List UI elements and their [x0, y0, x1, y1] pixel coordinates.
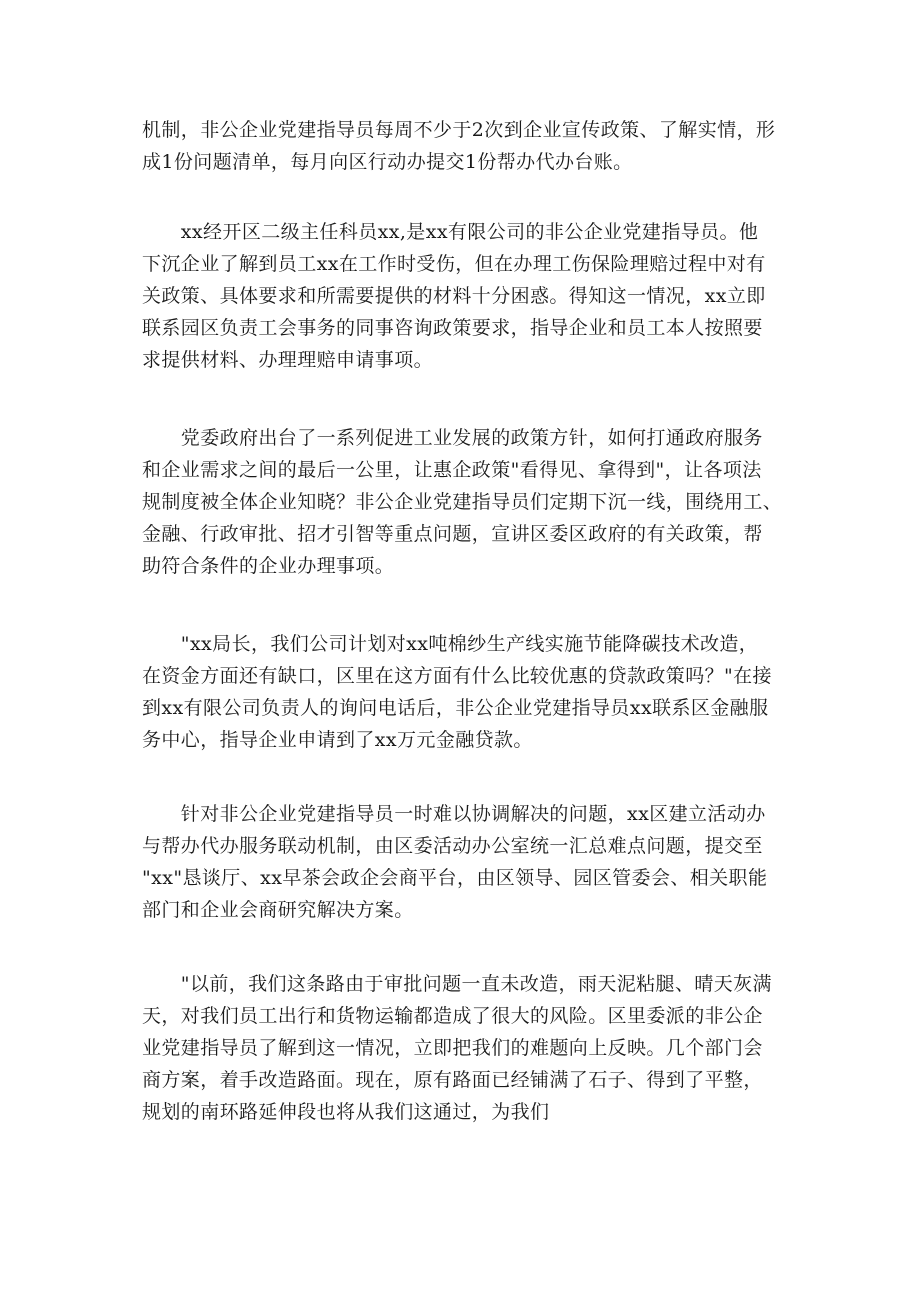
text-line: 和企业需求之间的最后一公里，让惠企政策"看得见、拿得到"，让各项法 [142, 459, 762, 481]
text-line: 关政策、具体要求和所需要提供的材料十分困惑。得知这一情况，xx立即 [142, 285, 766, 307]
paragraph-road-case [142, 968, 792, 1128]
paragraph-injury-case [142, 216, 792, 376]
paragraph-loan-case [142, 628, 792, 756]
text-line: 商方案，着手改造路面。现在，原有路面已经铺满了石子、得到了平整， [142, 1069, 763, 1091]
paragraph-linkage-mechanism [142, 798, 792, 926]
text-line: 助符合条件的企业办理事项。 [142, 555, 395, 577]
text-line: 求提供材料、办理理赔申请事项。 [142, 349, 434, 371]
text-line: 与帮办代办服务联动机制，由区委活动办公室统一汇总难点问题，提交至 [142, 835, 763, 857]
text-line: 针对非公企业党建指导员一时难以协调解决的问题，xx区建立活动办 [142, 803, 766, 825]
text-line: "以前，我们这条路由于审批问题一直未改造，雨天泥粘腿、晴天灰满 [142, 973, 772, 995]
text-line: 务中心，指导企业申请到了xx万元金融贷款。 [142, 729, 533, 751]
text-line: 到xx有限公司负责人的询问电话后，非公企业党建指导员xx联系区金融服 [142, 697, 769, 719]
text-line: xx经开区二级主任科员xx,是xx有限公司的非公企业党建指导员。他 [142, 221, 759, 243]
text-line: 规制度被全体企业知晓？非公企业党建指导员们定期下沉一线，围绕用工、 [142, 491, 783, 513]
text-line: "xx"恳谈厅、xx早茶会政企会商平台，由区领导、园区管委会、相关职能 [142, 867, 768, 889]
text-line: 部门和企业会商研究解决方案。 [142, 899, 414, 921]
text-line: 下沉企业了解到员工xx在工作时受伤，但在办理工伤保险理赔过程中对有 [142, 253, 766, 275]
text-line: "xx局长，我们公司计划对xx吨棉纱生产线实施节能降碳技术改造， [142, 633, 759, 655]
text-line: 天，对我们员工出行和货物运输都造成了很大的风险。区里委派的非公企 [142, 1005, 763, 1027]
text-line: 成1份问题清单，每月向区行动办提交1份帮办代办台账。 [142, 151, 633, 173]
text-line: 业党建指导员了解到这一情况，立即把我们的难题向上反映。几个部门会 [142, 1037, 763, 1059]
text-line: 规划的南环路延伸段也将从我们这通过，为我们 [142, 1101, 550, 1123]
paragraph-policy [142, 422, 792, 582]
text-line: 党委政府出台了一系列促进工业发展的政策方针，如何打通政府服务 [142, 427, 763, 449]
text-line: 在资金方面还有缺口，区里在这方面有什么比较优惠的贷款政策吗？"在接 [142, 665, 772, 687]
text-line: 金融、行政审批、招才引智等重点问题，宣讲区委区政府的有关政策，帮 [142, 523, 763, 545]
paragraph-mechanism [142, 114, 792, 178]
text-line: 联系园区负责工会事务的同事咨询政策要求，指导企业和员工本人按照要 [142, 317, 763, 339]
text-line: 机制，非公企业党建指导员每周不少于2次到企业宣传政策、了解实情，形 [142, 119, 776, 141]
